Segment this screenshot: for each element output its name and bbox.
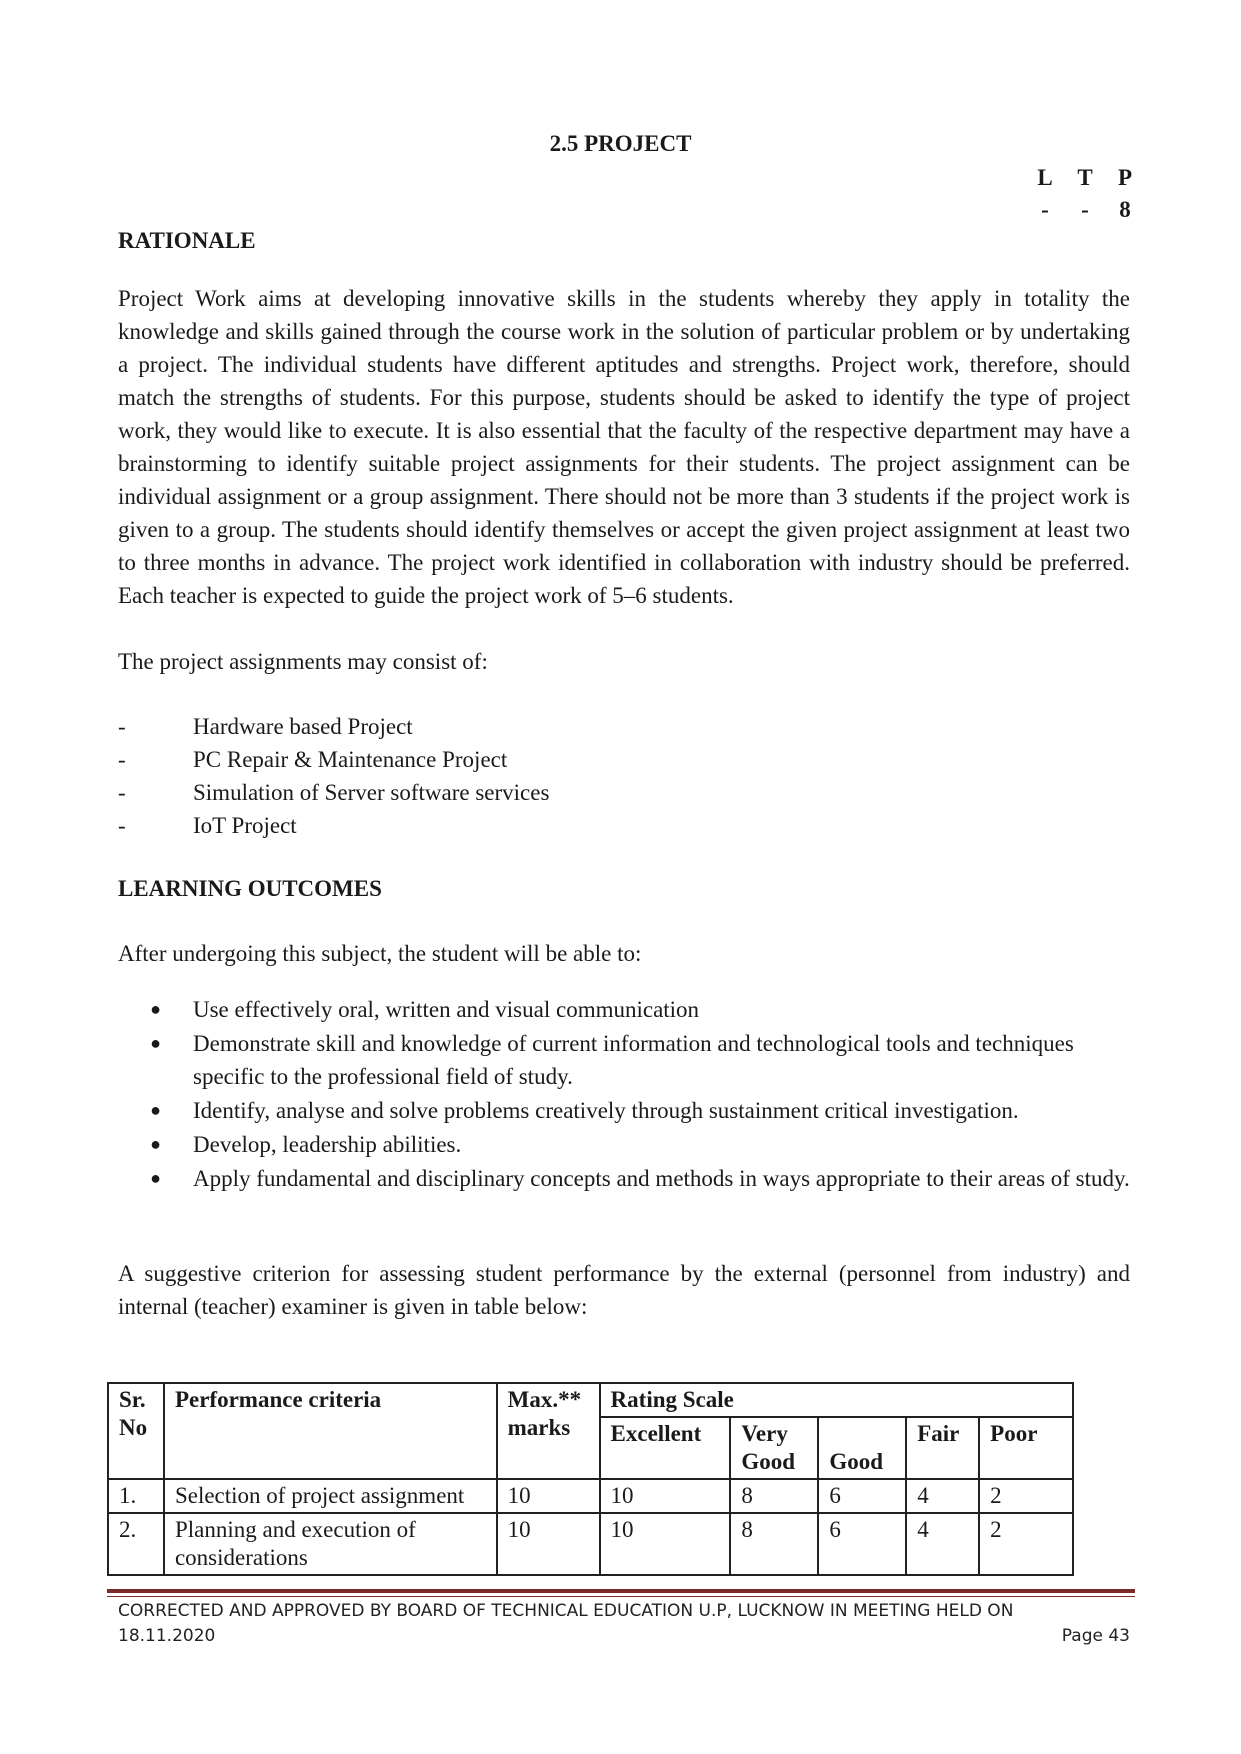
bullet-icon: ● [150,1100,161,1120]
list-item-text: Develop, leadership abilities. [193,1132,462,1157]
list-item-text: Simulation of Server software services [193,780,550,805]
rationale-paragraph: Project Work aims at developing innovative skills in the students whereby they apply in totality the knowledge and skills gained through the course work in the solution of particular problem or by undertaking a project. The individual students have different aptitudes and strengths. Project work, therefore, should match the strengths of students. For this purpose, students should be asked to identify the type of project work, they would like to execute. It is also essential that the faculty of the respective department may have a brainstorming to identify suitable project assignments for their students. The project assignment can be individual assignment or a group assignment. There should not be more than 3 students if the project work is given to a group. The students should identify themselves or accept the given project assignment at least two to three months in advance. The project work identified in collaboration with industry should be preferred. Each teacher is expected to guide the project work of 5–6 students. [118,286,1130,608]
cell-poor: 2 [979,1513,1073,1575]
ltp-value-t: - [1081,197,1089,222]
footer-date: 18.11.2020 [118,1626,216,1646]
learning-outcomes-heading: LEARNING OUTCOMES [118,876,382,901]
bullet-icon: ● [150,1168,161,1188]
bullet-icon: ● [150,1134,161,1154]
footer-approval-text: CORRECTED AND APPROVED BY BOARD OF TECHNICAL EDUCATION U.P, LUCKNOW IN MEETING HELD ON [118,1601,1014,1621]
page-title: 2.5 PROJECT [549,131,692,156]
cell-fair: 4 [906,1513,979,1575]
ltp-value-p: 8 [1119,197,1131,222]
project-types-intro: The project assignments may consist of: [118,649,488,674]
footer-second-line [118,1624,1130,1649]
header-excellent: Excellent [600,1417,731,1479]
header-good: Good [818,1417,906,1479]
learning-outcomes-intro: After undergoing this subject, the student will be able to: [118,941,642,966]
footer-divider-thin [107,1596,1135,1597]
header-poor: Poor [979,1417,1073,1479]
cell-max: 10 [497,1513,600,1575]
dash-marker: - [118,747,126,772]
list-item-text: PC Repair & Maintenance Project [193,747,508,772]
cell-fair: 4 [906,1479,979,1513]
list-item [118,743,1018,776]
list-item-text: Apply fundamental and disciplinary concepts and methods in ways appropriate to their areas of study. [193,1166,1130,1191]
cell-sr: 2. [108,1513,164,1575]
cell-very-good: 8 [730,1479,818,1513]
ltp-headers [1030,162,1140,194]
header-sr-no: Sr. No [108,1383,164,1479]
cell-criteria: Selection of project assignment [164,1479,497,1513]
list-item [118,809,1018,842]
header-very-good: Very Good [730,1417,818,1479]
page-footer [118,1599,1130,1649]
table-row [108,1479,1073,1513]
project-types-list [118,710,1018,842]
ltp-values [1030,194,1140,226]
rationale-heading: RATIONALE [118,228,256,253]
cell-sr: 1. [108,1479,164,1513]
list-item [118,1027,1130,1093]
list-item-text: Use effectively oral, written and visual communication [193,997,700,1022]
table-row [108,1513,1073,1575]
ltp-header-l: L [1037,165,1053,190]
header-rating-scale: Rating Scale [600,1383,1073,1417]
bullet-icon: ● [150,999,161,1019]
footer-divider [107,1589,1135,1593]
list-item-text: Hardware based Project [193,714,413,739]
table-header-row [108,1383,1073,1417]
cell-very-good: 8 [730,1513,818,1575]
learning-outcomes-list [118,993,1130,1196]
page-number: Page 43 [1061,1626,1130,1646]
list-item-text: Identify, analyse and solve problems creatively through sustainment critical investigation. [193,1098,1019,1123]
dash-marker: - [118,714,126,739]
cell-criteria: Planning and execution of considerations [164,1513,497,1575]
ltp-header-t: T [1077,165,1093,190]
header-criteria: Performance criteria [164,1383,497,1479]
list-item-text: IoT Project [193,813,297,838]
cell-excellent: 10 [600,1513,731,1575]
criterion-paragraph: A suggestive criterion for assessing student performance by the external (personnel from industry) and internal (teacher) examiner is given in table below: [118,1261,1130,1319]
cell-poor: 2 [979,1479,1073,1513]
ltp-value-l: - [1041,197,1049,222]
cell-good: 6 [818,1513,906,1575]
list-item [118,710,1018,743]
cell-good: 6 [818,1479,906,1513]
header-max-marks: Max.** marks [497,1383,600,1479]
list-item [118,993,1130,1026]
cell-excellent: 10 [600,1479,731,1513]
header-fair: Fair [906,1417,979,1479]
list-item [118,1094,1130,1127]
dash-marker: - [118,780,126,805]
bullet-icon: ● [150,1033,161,1053]
list-item [118,1128,1130,1161]
ltp-block [1030,162,1140,226]
list-item-text: Demonstrate skill and knowledge of current information and technological tools and techniques specific to the professional field of study. [193,1031,1074,1089]
cell-max: 10 [497,1479,600,1513]
performance-table [107,1382,1074,1576]
ltp-header-p: P [1117,165,1133,190]
list-item [118,1162,1130,1195]
list-item [118,776,1018,809]
dash-marker: - [118,813,126,838]
